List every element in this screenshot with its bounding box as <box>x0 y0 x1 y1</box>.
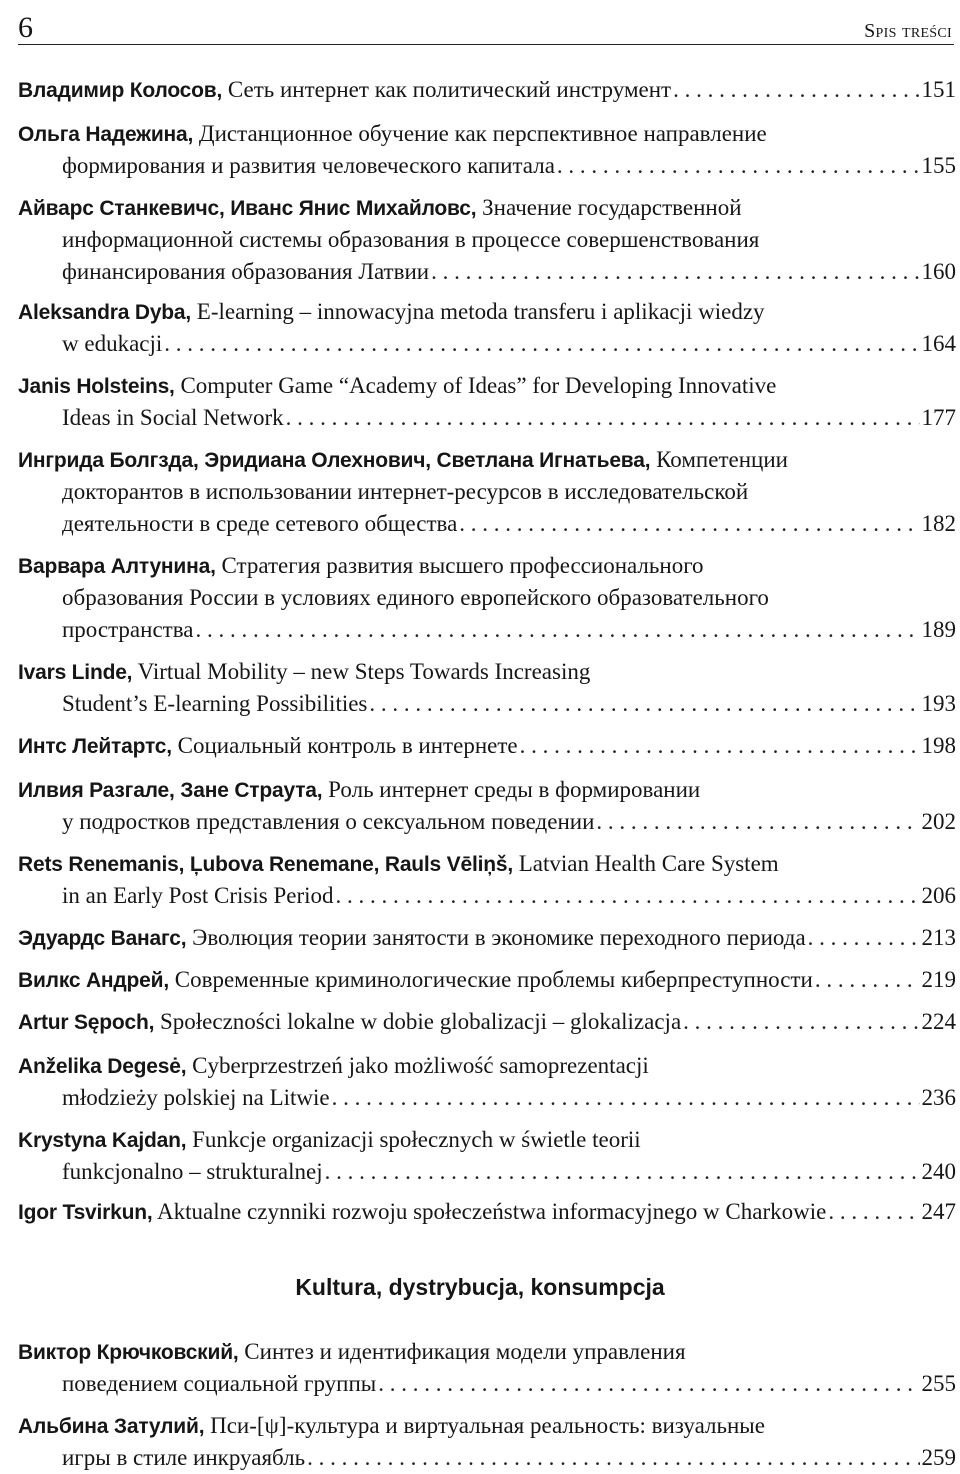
entry-title-text: Пси-[ψ]-культура и виртуальная реальность: визуальные <box>210 1413 765 1438</box>
entry-authors: Илвия Разгале, Зане Страута, <box>18 779 323 802</box>
page-ref: 247 <box>921 1199 956 1224</box>
entry-text <box>62 1368 376 1400</box>
toc-entry-line <box>18 192 956 224</box>
entry-text <box>62 1156 323 1188</box>
dot-leader <box>378 1368 919 1400</box>
entry-text <box>62 582 769 614</box>
entry-authors: Эдуардс Ванагс, <box>18 927 187 950</box>
toc-entry-line <box>18 774 956 806</box>
toc-entry <box>18 296 956 360</box>
toc-entry <box>18 964 956 996</box>
toc-entry-line <box>18 964 956 996</box>
toc-entry <box>18 1410 956 1474</box>
dot-leader <box>815 964 920 996</box>
entry-title-text: Эволюция теории занятости в экономике переходного периода <box>192 925 806 950</box>
entry-title-text: w edukacji <box>62 331 163 356</box>
entry-title-text: Синтез и идентификация модели управления <box>244 1339 686 1364</box>
entry-text <box>62 224 759 256</box>
page-ref: 189 <box>921 617 956 642</box>
dot-leader <box>459 508 919 540</box>
dot-leader <box>596 806 919 838</box>
toc-entry <box>18 118 956 182</box>
toc-entry-line <box>18 1006 956 1038</box>
toc-entry-line <box>18 508 956 540</box>
dot-leader <box>195 614 919 646</box>
toc-entry-line <box>18 118 956 150</box>
toc-entry-line <box>18 444 956 476</box>
toc-entry <box>18 774 956 838</box>
dot-leader <box>431 256 919 288</box>
entry-title-text: in an Early Post Crisis Period <box>62 883 334 908</box>
running-title: Spis treści <box>864 20 952 42</box>
entry-title-text: młodzieży polskiej na Litwie <box>62 1085 330 1110</box>
entry-text <box>62 880 334 912</box>
page-ref: 182 <box>921 511 956 536</box>
page-ref: 164 <box>921 331 956 356</box>
entry-text <box>62 1442 305 1474</box>
entry-text <box>18 192 742 225</box>
toc-entry <box>18 848 956 912</box>
toc-entry-line <box>18 614 956 646</box>
toc-entry-line <box>18 848 956 880</box>
toc-entry-line <box>18 296 956 328</box>
entry-title-text: Стратегия развития высшего профессионального <box>221 553 704 578</box>
toc-entry-line <box>18 370 956 402</box>
dot-leader <box>325 1156 920 1188</box>
entry-title-text: финансирования образования Латвии <box>62 259 430 284</box>
entry-text <box>18 1410 765 1443</box>
toc-entry-line <box>18 256 956 288</box>
toc-entry <box>18 1050 956 1114</box>
toc-entry-line <box>18 656 956 688</box>
dot-leader <box>520 730 920 762</box>
dot-leader <box>336 880 920 912</box>
entry-title-text: докторантов в использовании интернет-ресурсов в исследовательской <box>62 479 749 504</box>
toc-entry <box>18 550 956 646</box>
entry-text <box>62 508 457 540</box>
section-heading: Kultura, dystrybucja, konsumpcja <box>295 1274 665 1300</box>
entry-text <box>18 550 704 583</box>
entry-authors: Интс Лейтартс, <box>18 735 172 758</box>
entry-text <box>18 1336 686 1369</box>
dot-leader <box>286 402 920 434</box>
page-ref: 202 <box>921 809 956 834</box>
entry-text <box>62 150 555 182</box>
entry-title-text: деятельности в среде сетевого общества <box>62 511 458 536</box>
dot-leader <box>369 688 919 720</box>
entry-text <box>62 256 429 288</box>
entry-authors: Ингрида Болгзда, Эридиана Олехнович, Светлана Игнатьева, <box>18 449 651 472</box>
toc-entry <box>18 192 956 288</box>
toc-entry-line <box>18 402 956 434</box>
page-ref: 259 <box>921 1445 956 1470</box>
toc-entry-line <box>18 806 956 838</box>
page-ref: 160 <box>921 259 956 284</box>
page-ref: 240 <box>921 1159 956 1184</box>
entry-authors: Альбина Затулий, <box>18 1415 205 1438</box>
entry-authors: Anželika Degesė, <box>18 1055 187 1078</box>
entry-authors: Айварс Станкевичс, Иванс Янис Михайловс, <box>18 197 477 220</box>
page-header <box>18 11 954 45</box>
toc-entry <box>18 730 956 762</box>
dot-leader <box>557 150 920 182</box>
entry-authors: Krystyna Kajdan, <box>18 1129 187 1152</box>
entry-authors: Rets Renemanis, Ļubova Renemane, Rauls Vēliņš, <box>18 853 513 876</box>
toc-entry-line <box>18 1082 956 1114</box>
toc-entry-line <box>18 1156 956 1188</box>
entry-title-text: Społeczności lokalne w dobie globalizacji – glokalizacja <box>160 1009 682 1034</box>
entry-title-text: Дистанционное обучение как перспективное направление <box>198 121 767 146</box>
entry-title-text: Социальный контроль в интернете <box>177 733 518 758</box>
toc-entry-line <box>18 1196 956 1228</box>
page-ref: 151 <box>921 77 956 102</box>
entry-text <box>18 848 779 881</box>
page-number: 6 <box>18 11 33 44</box>
entry-title-text: Student’s E-learning Possibilities <box>62 691 368 716</box>
dot-leader <box>673 74 919 106</box>
entry-text <box>18 1196 826 1229</box>
entry-text <box>18 444 788 477</box>
entry-title-text: Компетенции <box>656 447 788 472</box>
entry-authors: Вилкс Андрей, <box>18 969 169 992</box>
entry-text <box>18 296 765 329</box>
toc-entry <box>18 1196 956 1228</box>
toc-entry-line <box>18 224 956 256</box>
toc-entry <box>18 370 956 434</box>
entry-text <box>18 656 590 689</box>
entry-authors: Владимир Колосов, <box>18 79 223 102</box>
entry-text <box>62 1082 330 1114</box>
dot-leader <box>332 1082 920 1114</box>
entry-title-text: поведением социальной группы <box>62 1371 377 1396</box>
toc-entry-line <box>18 1410 956 1442</box>
toc-entry-line <box>18 582 956 614</box>
entry-text <box>62 806 594 838</box>
toc-entry-line <box>18 1442 956 1474</box>
entry-text <box>62 688 367 720</box>
entry-title-text: Cyberprzestrzeń jako możliwość samoprezentacji <box>192 1053 649 1078</box>
toc-entry-line <box>18 550 956 582</box>
entry-authors: Igor Tsvirkun, <box>18 1201 153 1224</box>
entry-authors: Виктор Крючковский, <box>18 1341 239 1364</box>
entry-authors: Janis Holsteins, <box>18 375 175 398</box>
entry-text <box>18 774 700 807</box>
page-ref: 236 <box>921 1085 956 1110</box>
entry-text <box>18 1124 641 1157</box>
dot-leader <box>683 1006 919 1038</box>
toc-entry <box>18 1124 956 1188</box>
entry-title-text: Значение государственной <box>482 195 742 220</box>
entry-authors: Artur Sępoch, <box>18 1011 155 1034</box>
entry-text <box>18 1050 649 1083</box>
entry-title-text: Latvian Health Care System <box>518 851 779 876</box>
toc-entry <box>18 444 956 540</box>
entry-title-text: Virtual Mobility – new Steps Towards Increasing <box>137 659 591 684</box>
toc-entry-line <box>18 1336 956 1368</box>
toc-entry-line <box>18 1368 956 1400</box>
page-ref: 213 <box>921 925 956 950</box>
toc-entry-line <box>18 150 956 182</box>
entry-text <box>18 1006 681 1039</box>
toc-entry <box>18 74 956 106</box>
entry-title-text: Современные криминологические проблемы киберпреступности <box>174 967 813 992</box>
toc-entry-line <box>18 328 956 360</box>
dot-leader <box>164 328 919 360</box>
entry-text <box>18 74 671 107</box>
entry-authors: Варвара Алтунина, <box>18 555 216 578</box>
toc-entry-line <box>18 922 956 954</box>
page-ref: 177 <box>921 405 956 430</box>
toc-entry <box>18 1336 956 1400</box>
entry-title-text: Aktualne czynniki rozwoju społeczeństwa informacyjnego w Charkowie <box>156 1199 827 1224</box>
entry-title-text: Computer Game “Academy of Ideas” for Developing Innovative <box>180 373 777 398</box>
page-ref: 219 <box>921 967 956 992</box>
toc-entry-line <box>18 688 956 720</box>
entry-title-text: E-learning – innowacyjna metoda transferu i aplikacji wiedzy <box>196 299 765 324</box>
entry-title-text: Роль интернет среды в формировании <box>328 777 701 802</box>
entry-title-text: пространства <box>62 617 194 642</box>
entry-authors: Ivars Linde, <box>18 661 133 684</box>
entry-text <box>18 118 767 151</box>
entry-title-text: игры в стиле инкруаябль <box>62 1445 306 1470</box>
toc-entry-line <box>18 730 956 762</box>
entry-title-text: образования России в условиях единого европейского образовательного <box>62 585 769 610</box>
entry-text <box>62 328 162 360</box>
entry-text <box>18 964 813 997</box>
toc-entry <box>18 1006 956 1038</box>
toc-entry-line <box>18 476 956 508</box>
toc-entry-line <box>18 74 956 106</box>
entry-authors: Aleksandra Dyba, <box>18 301 192 324</box>
entry-text <box>62 476 748 508</box>
page-ref: 193 <box>921 691 956 716</box>
toc-entry-line <box>18 1050 956 1082</box>
toc-entry <box>18 922 956 954</box>
entry-text <box>62 614 193 646</box>
entry-text <box>18 730 518 763</box>
entry-title-text: Funkcje organizacji społecznych w świetle teorii <box>192 1127 641 1152</box>
entry-title-text: funkcjonalno – strukturalnej <box>62 1159 323 1184</box>
entry-title-text: Ideas in Social Network <box>62 405 284 430</box>
entry-text <box>62 402 284 434</box>
toc-entry-line <box>18 880 956 912</box>
dot-leader <box>307 1442 919 1474</box>
entry-text <box>18 370 776 403</box>
dot-leader <box>828 1196 919 1228</box>
entry-title-text: у подростков представления о сексуальном поведении <box>62 809 595 834</box>
page-ref: 155 <box>921 153 956 178</box>
toc-entry <box>18 656 956 720</box>
page-ref: 206 <box>921 883 956 908</box>
entry-text <box>18 922 806 955</box>
entry-title-text: информационной системы образования в процессе совершенствования <box>62 227 760 252</box>
toc-entry-line <box>18 1124 956 1156</box>
page-ref: 198 <box>921 733 956 758</box>
dot-leader <box>808 922 920 954</box>
entry-authors: Ольга Надежина, <box>18 123 194 146</box>
entry-title-text: Сеть интернет как политический инструмент <box>227 77 672 102</box>
page-ref: 255 <box>921 1371 956 1396</box>
page-ref: 224 <box>921 1009 956 1034</box>
entry-title-text: формирования и развития человеческого капитала <box>62 153 555 178</box>
